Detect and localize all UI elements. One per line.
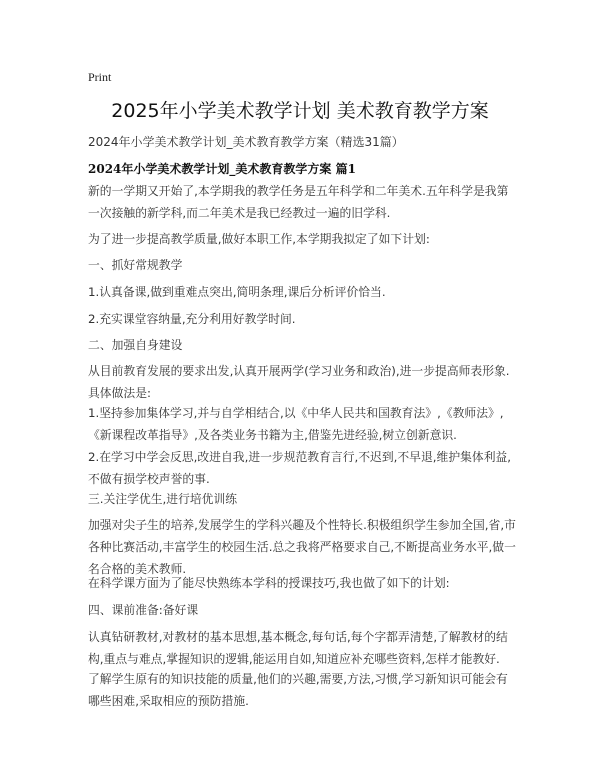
paragraph-science-plan: 在科学课方面为了能尽快熟练本学科的授课技巧,我也做了如下的计划: [88,576,450,590]
paragraph-plan-intro: 为了进一步提高教学质量,做好本职工作,本学期我拟定了如下计划: [88,232,430,246]
section-heading: 2024年小学美术教学计划_美术教育教学方案 篇1 [88,162,356,176]
heading-routine-teaching: 一、抓好常规教学 [88,258,183,272]
print-link[interactable]: Print [88,70,112,84]
page-title: 2025年小学美术教学计划 美术教育教学方案 [111,100,489,122]
heading-self-development: 二、加强自身建设 [88,338,183,352]
paragraph-top-students: 加强对尖子生的培养,发展学生的学科兴趣及个性特长.积极组织学生参加全国,省,市各种比赛活动,丰富学生的校园生活.总之我将严格要求自己,不断提高业务水平,做一名合格的美术教师. [88,518,516,576]
list-item-collective-study: 1.坚持参加集体学习,并与自学相结合,以《中华人民共和国教育法》,《教师法》,《新课程改革指导》,及各类业务书籍为主,借鉴先进经验,树立创新意识. [88,406,504,442]
list-item-prepare-lessons: 1.认真备课,做到重难点突出,简明条理,课后分析评价恰当. [88,285,386,299]
paragraph-know-students: 了解学生原有的知识技能的质量,他们的兴趣,需要,方法,习惯,学习新知识可能会有哪些困难,采取相应的预防措施. [88,672,508,708]
document-subtitle: 2024年小学美术教学计划_美术教育教学方案（精选31篇） [88,135,404,149]
heading-lesson-preparation: 四、课前准备:备好课 [88,603,199,617]
paragraph-study-materials: 认真钻研教材,对教材的基本思想,基本概念,每句话,每个字都弄清楚,了解教材的结构,重点与难点,掌握知识的逻辑,能运用自如,知道应补充哪些资料,怎样才能教好. [88,630,508,666]
list-item-class-time: 2.充实课堂容纳量,充分利用好教学时间. [88,312,296,326]
heading-top-students: 三.关注学优生,进行培优训练 [88,492,238,506]
paragraph-self-development: 从目前教育发展的要求出发,认真开展两学(学习业务和政治),进一步提高师表形象.具体做法是: [88,364,510,400]
paragraph-intro: 新的一学期又开始了,本学期我的教学任务是五年科学和二年美术.五年科学是我第一次接触的新学科,而二年美术是我已经教过一遍的旧学科. [88,184,509,220]
list-item-reflection: 2.在学习中学会反思,改进自我,进一步规范教育言行,不迟到,不早退,维护集体利益,不做有损学校声誉的事. [88,450,512,486]
